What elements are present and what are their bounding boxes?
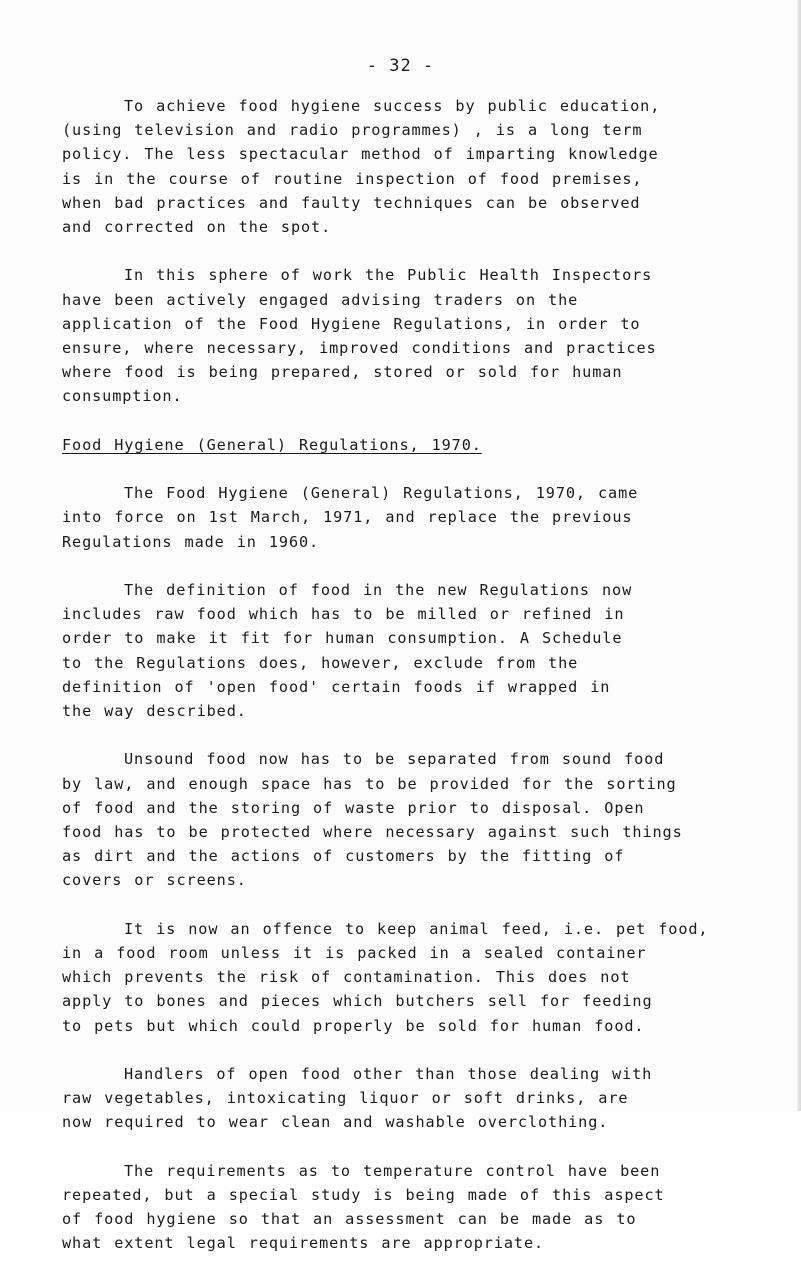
paragraph-regulations-in-force: The Food Hygiene (General) Regulations, 1970, came into force on 1st March, 1971, and replace the previous Regulations made in 1960.	[62, 484, 639, 551]
paragraph-animal-feed: It is now an offence to keep animal feed, i.e. pet food, in a food room unless it is packed in a sealed container which prevents the risk of contamination. This does not apply to bones and pieces which butchers sell for feeding to pets but which could properly be sold for human food.	[62, 919, 709, 1035]
paragraph-inspectors-work: In this sphere of work the Public Health Inspectors have been actively engaged advising traders on the application of the Food Hygiene Regulations, in order to ensure, where necessary, improved conditions and practices where food is being prepared, stored or sold for human consumption.	[62, 266, 657, 406]
paragraph-public-education: To achieve food hygiene success by public education, (using television and radio programmes) , is a long term policy. The less spectacular method of imparting knowledge is in the course of routine inspection of food premises, when bad practices and faulty techniques can be observed and corrected on the spot.	[62, 97, 661, 237]
page-number: - 32 -	[366, 56, 435, 76]
section-heading: Food Hygiene (General) Regulations, 1970.	[62, 435, 482, 454]
paragraph-definition-of-food: The definition of food in the new Regulations now includes raw food which has to be milled or refined in order to make it fit for human consumption. A Schedule to the Regulations does, however, exclude from the definition of 'open food' certain foods if wrapped in the way described.	[62, 581, 633, 721]
page-edge-shadow	[797, 0, 801, 1111]
document-body	[62, 94, 782, 1280]
paragraph-temperature-control: The requirements as to temperature control have been repeated, but a special study is being made of this aspect of food hygiene so that an assessment can be made as to what extent legal requirements are appropriate.	[62, 1161, 665, 1253]
paragraph-unsound-food: Unsound food now has to be separated from sound food by law, and enough space has to be provided for the sorting of food and the storing of waste prior to disposal. Open food has to be protected where necessary against such things as dirt and the actions of customers by the fitting of covers or screens.	[62, 750, 683, 890]
paragraph-handlers-overclothing: Handlers of open food other than those dealing with raw vegetables, intoxicating liquor or soft drinks, are now required to wear clean and washable overclothing.	[62, 1065, 653, 1132]
